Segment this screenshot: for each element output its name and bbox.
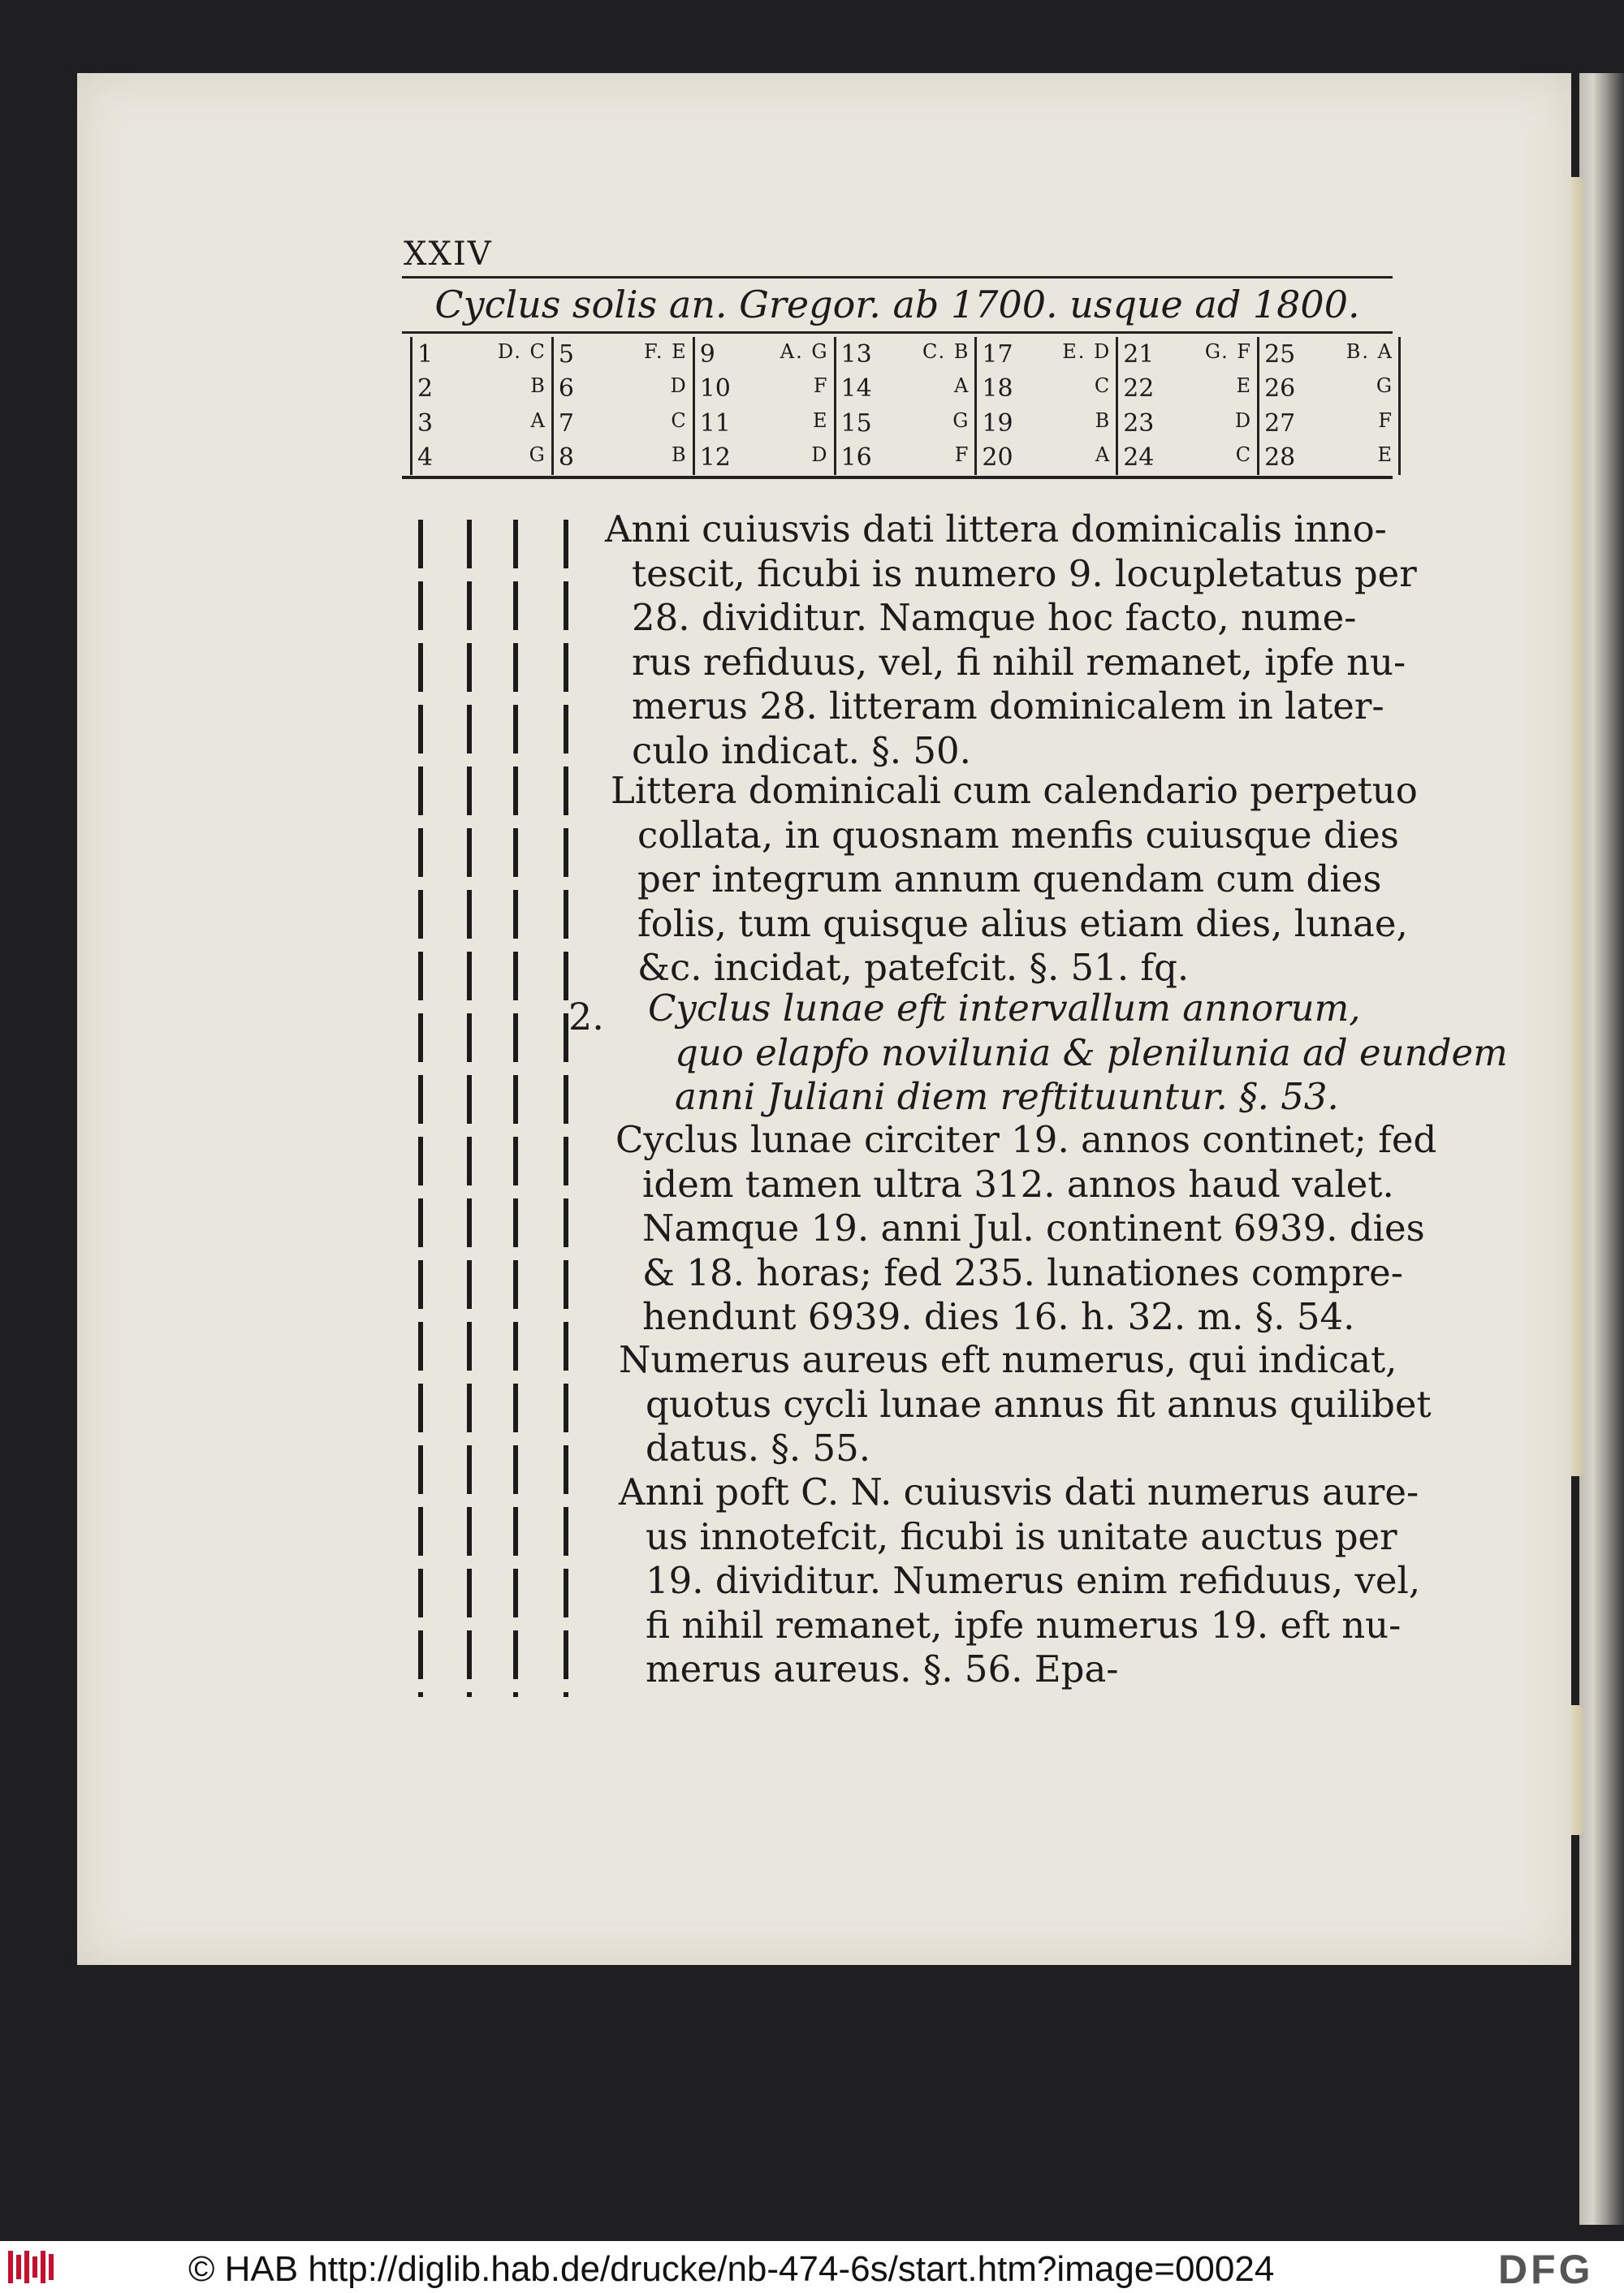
text-line: merus 28. litteram dominicalem in later- <box>632 684 1384 728</box>
margin-line-1 <box>418 520 423 1697</box>
dominical-letter: F <box>813 374 829 398</box>
page-number: XXIV <box>404 235 493 273</box>
table-row <box>412 441 1400 476</box>
dfg-logo: DFG <box>1498 2247 1594 2292</box>
dominical-letter: C <box>671 408 688 432</box>
table-cell <box>976 441 1117 476</box>
table-cell <box>693 337 835 372</box>
cycle-year: 15 <box>840 408 872 438</box>
cycle-year: 21 <box>1123 339 1155 369</box>
text-line: Cyclus lunae eft intervallum annorum, <box>648 987 1361 1030</box>
dominical-letter: F. E <box>643 339 688 363</box>
cycle-year: 28 <box>1264 443 1296 473</box>
text-line: Namque 19. anni Jul. continent 6939. dies <box>642 1207 1425 1250</box>
paragraph-lunar-cycle <box>615 1118 1436 1340</box>
cycle-year: 17 <box>982 339 1013 369</box>
dominical-letter: A <box>1095 443 1112 467</box>
table-cell <box>693 441 835 476</box>
table-title: Cyclus solis an. Gregor. ab 1700. usque ad 1800. <box>434 283 1360 326</box>
section-number: 2. <box>568 995 604 1039</box>
dominical-letter: B <box>1095 408 1112 432</box>
table-cell <box>1259 372 1400 407</box>
text-line: Anni cuiusvis dati littera dominicalis inno- <box>605 507 1387 551</box>
table-cell <box>552 372 693 407</box>
dominical-letter: G <box>1376 374 1393 398</box>
dominical-letter: D <box>1234 408 1253 432</box>
table-row <box>412 406 1400 441</box>
copyright-link[interactable]: © HAB http://diglib.hab.de/drucke/nb-474-6s/start.htm?image=00024 <box>188 2249 1275 2289</box>
paragraph-golden-number-rule <box>619 1470 1420 1692</box>
text-line: & 18. horas; fed 235. lunationes compre- <box>642 1250 1403 1294</box>
dominical-letter: E. D <box>1062 339 1112 363</box>
cycle-year: 9 <box>699 339 715 369</box>
table-cell <box>1117 337 1259 372</box>
paragraph-lunar-cycle-definition <box>648 987 1508 1120</box>
text-line: rus refiduus, vel, fi nihil remanet, ipfe nu- <box>632 640 1406 684</box>
table-cell <box>552 406 693 441</box>
table-cell <box>835 372 976 407</box>
text-line: fi nihil remanet, ipfe numerus 19. eft nu- <box>646 1603 1402 1647</box>
text-line: tescit, ficubi is numero 9. locupletatus per <box>632 551 1417 595</box>
cycle-year: 14 <box>840 374 872 404</box>
dominical-letter: E <box>813 408 829 432</box>
dominical-letter: B <box>530 374 546 398</box>
hab-logo-icon <box>8 2251 65 2283</box>
table-cell <box>835 406 976 441</box>
table-cell <box>1117 372 1259 407</box>
table-title-rule <box>402 331 1393 334</box>
cycle-year: 27 <box>1264 408 1296 438</box>
text-line: anni Juliani diem reftituuntur. §. 53. <box>675 1075 1339 1118</box>
dominical-letter: A <box>530 408 546 432</box>
dominical-letter: G <box>952 408 970 432</box>
text-line: 28. dividitur. Namque hoc facto, nume- <box>632 596 1357 639</box>
cycle-year: 2 <box>417 374 434 404</box>
text-line: idem tamen ultra 312. annos haud valet. <box>642 1162 1394 1206</box>
text-line: &c. incidat, patefcit. §. 51. fq. <box>637 946 1190 989</box>
cycle-year: 10 <box>699 374 731 404</box>
cycle-year: 8 <box>558 443 574 473</box>
table-cell <box>976 372 1117 407</box>
text-line: 19. dividitur. Numerus enim refiduus, vel, <box>646 1559 1421 1602</box>
cycle-year: 24 <box>1123 443 1155 473</box>
book-edge <box>1579 73 1624 2225</box>
table-cell <box>552 337 693 372</box>
dominical-letter: C. B <box>922 339 970 363</box>
table-cell <box>835 441 976 476</box>
text-line: Littera dominicali cum calendario perpetuo <box>611 769 1418 812</box>
text-line: Cyclus lunae circiter 19. annos continet; fed <box>615 1118 1437 1161</box>
margin-line-4 <box>564 520 568 1697</box>
table-cell <box>552 441 693 476</box>
table-cell <box>976 337 1117 372</box>
margin-line-2 <box>467 520 472 1697</box>
cycle-year: 20 <box>982 443 1013 473</box>
cycle-year: 6 <box>558 374 574 404</box>
cycle-year: 12 <box>699 443 731 473</box>
text-line: Numerus aureus eft numerus, qui indicat, <box>619 1338 1397 1381</box>
dominical-letter: A <box>954 374 970 398</box>
table-cell <box>412 406 553 441</box>
table-row <box>412 337 1400 372</box>
cycle-year: 23 <box>1123 408 1155 438</box>
paragraph-calendar <box>611 769 1418 991</box>
table-cell <box>693 372 835 407</box>
text-line: Anni poft C. N. cuiusvis dati numerus aure- <box>619 1470 1419 1514</box>
cycle-year: 16 <box>840 443 872 473</box>
text-line: datus. §. 55. <box>646 1427 871 1470</box>
text-line: culo indicat. §. 50. <box>632 728 971 772</box>
table-cell <box>412 372 553 407</box>
table-cell <box>835 337 976 372</box>
table-cell <box>1259 406 1400 441</box>
table-cell <box>1259 441 1400 476</box>
cycle-year: 7 <box>558 408 574 438</box>
cycle-year: 25 <box>1264 339 1296 369</box>
solar-cycle-table <box>410 337 1401 475</box>
paragraph-golden-number <box>619 1338 1432 1471</box>
cycle-year: 18 <box>982 374 1013 404</box>
dominical-letter: C <box>1094 374 1112 398</box>
dominical-letter: A. G <box>780 339 829 363</box>
cycle-year: 5 <box>558 339 574 369</box>
dominical-letter: F <box>954 443 970 467</box>
margin-line-3 <box>513 520 518 1697</box>
dominical-letter: F <box>1378 408 1393 432</box>
text-line: collata, in quosnam menfis cuiusque dies <box>637 813 1399 857</box>
cycle-year: 4 <box>417 443 434 473</box>
text-line: folis, tum quisque alius etiam dies, lunae, <box>637 901 1408 945</box>
dominical-letter: C <box>1235 443 1253 467</box>
table-bottom-rule <box>402 476 1393 479</box>
cycle-year: 3 <box>417 408 434 438</box>
dominical-letter: D <box>811 443 829 467</box>
table-cell <box>412 337 553 372</box>
cycle-year: 11 <box>699 408 731 438</box>
cycle-year: 19 <box>982 408 1013 438</box>
paragraph-dominical-letter <box>605 507 1417 773</box>
table-cell <box>693 406 835 441</box>
table-cell <box>1117 406 1259 441</box>
cycle-year: 1 <box>417 339 434 369</box>
text-line: us innotefcit, ficubi is unitate auctus per <box>646 1514 1397 1558</box>
table-cell <box>412 441 553 476</box>
dominical-letter: G. F <box>1204 339 1253 363</box>
cycle-year: 13 <box>840 339 872 369</box>
text-line: per integrum annum quendam cum dies <box>637 857 1382 900</box>
dominical-letter: E <box>1236 374 1253 398</box>
text-line: quotus cycli lunae annus fit annus quilibet <box>646 1382 1432 1426</box>
dominical-letter: D <box>670 374 688 398</box>
dominical-letter: B. A <box>1345 339 1393 363</box>
cycle-year: 26 <box>1264 374 1296 404</box>
table-top-rule <box>402 276 1393 279</box>
footer-bar <box>0 2241 1624 2293</box>
table-cell <box>976 406 1117 441</box>
cycle-year: 22 <box>1123 374 1155 404</box>
dominical-letter: B <box>672 443 688 467</box>
dominical-letter: D. C <box>497 339 546 363</box>
table-cell <box>1117 441 1259 476</box>
dominical-letter: E <box>1377 443 1393 467</box>
table-cell <box>1259 337 1400 372</box>
text-line: quo elapfo novilunia & plenilunia ad eundem <box>675 1030 1508 1074</box>
text-line: hendunt 6939. dies 16. h. 32. m. §. 54. <box>642 1295 1355 1338</box>
dominical-letter: G <box>529 443 546 467</box>
table-row <box>412 372 1400 407</box>
text-line: merus aureus. §. 56. Epa- <box>646 1647 1119 1691</box>
